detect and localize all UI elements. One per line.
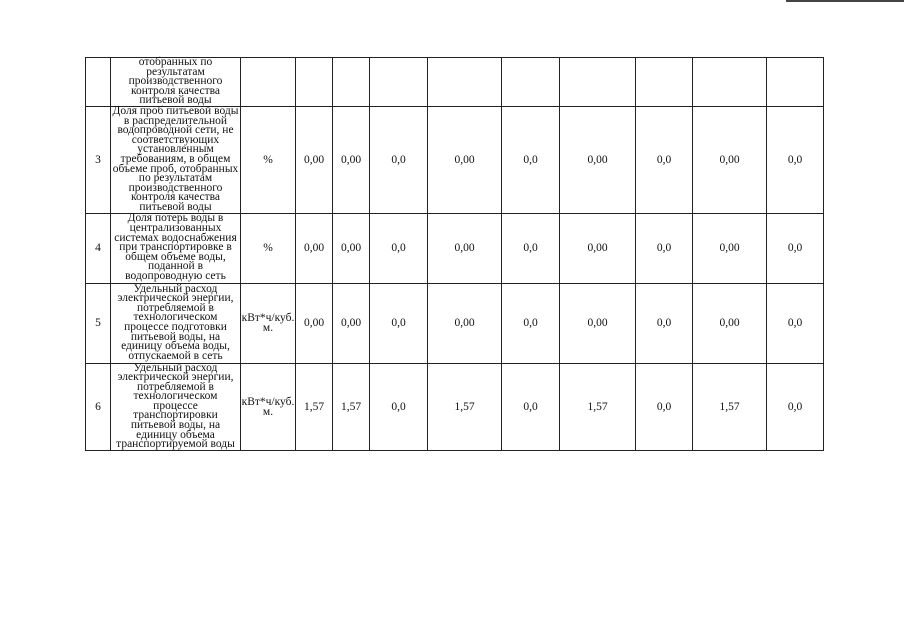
row-number: 5 (86, 283, 111, 363)
value-cell: 0,0 (636, 363, 693, 450)
table-row (86, 213, 824, 283)
table-row (86, 58, 824, 107)
value-cell: 0,00 (428, 106, 502, 213)
scan-edge-line (786, 0, 904, 2)
value-cell (502, 58, 560, 107)
table-row (86, 363, 824, 450)
value-cell: 0,0 (370, 363, 428, 450)
value-cell: 0,0 (636, 283, 693, 363)
value-cell: 0,0 (370, 283, 428, 363)
unit-cell: кВт*ч/куб. м. (241, 363, 296, 450)
value-cell: 0,00 (296, 213, 333, 283)
value-cell: 1,57 (428, 363, 502, 450)
unit-cell: кВт*ч/куб. м. (241, 283, 296, 363)
indicators-table (85, 57, 824, 451)
value-cell: 0,00 (693, 283, 767, 363)
indicator-description: Доля потерь воды в централизованных системах водоснабжения при транспортировке в общем объеме воды, поданной в водопроводную сеть (111, 213, 241, 283)
value-cell (428, 58, 502, 107)
value-cell (767, 58, 824, 107)
value-cell (636, 58, 693, 107)
indicator-description: отобранных по результатам производственного контроля качества питьевой воды (111, 58, 241, 107)
value-cell: 0,00 (693, 106, 767, 213)
value-cell: 0,0 (370, 213, 428, 283)
unit-cell: % (241, 106, 296, 213)
value-cell: 0,0 (767, 213, 824, 283)
value-cell: 0,00 (428, 213, 502, 283)
value-cell: 0,00 (296, 106, 333, 213)
value-cell: 0,00 (428, 283, 502, 363)
value-cell (560, 58, 636, 107)
value-cell: 0,0 (767, 363, 824, 450)
value-cell: 0,00 (333, 213, 370, 283)
value-cell: 0,00 (560, 106, 636, 213)
table-row (86, 283, 824, 363)
value-cell: 0,0 (636, 213, 693, 283)
table-row (86, 106, 824, 213)
value-cell: 0,00 (560, 283, 636, 363)
value-cell: 0,00 (693, 213, 767, 283)
value-cell: 0,0 (636, 106, 693, 213)
value-cell: 1,57 (296, 363, 333, 450)
value-cell: 0,00 (560, 213, 636, 283)
value-cell (296, 58, 333, 107)
row-number: 6 (86, 363, 111, 450)
value-cell: 1,57 (693, 363, 767, 450)
value-cell: 0,0 (767, 106, 824, 213)
indicator-description: Удельный расход электрической энергии, потребляемой в технологическом процессе подготовки питьевой воды, на единицу объема воды, отпускаемой в сеть (111, 283, 241, 363)
value-cell: 1,57 (333, 363, 370, 450)
value-cell: 0,00 (296, 283, 333, 363)
value-cell (333, 58, 370, 107)
row-number: 3 (86, 106, 111, 213)
row-number (86, 58, 111, 107)
indicator-description: Удельный расход электрической энергии, потребляемой в технологическом процессе транспортировки питьевой воды, на единицу объема транспортируемой воды (111, 363, 241, 450)
value-cell (693, 58, 767, 107)
unit-cell: % (241, 213, 296, 283)
value-cell (370, 58, 428, 107)
indicator-description: Доля проб питьевой воды в распределительной водопроводной сети, не соответствующих установленным требованиям, в общем объеме проб, отобранных по результатам производственного контроля качества питьевой воды (111, 106, 241, 213)
unit-cell (241, 58, 296, 107)
value-cell: 0,0 (502, 363, 560, 450)
value-cell: 0,00 (333, 106, 370, 213)
value-cell: 0,0 (502, 213, 560, 283)
value-cell: 0,0 (502, 106, 560, 213)
row-number: 4 (86, 213, 111, 283)
value-cell: 0,00 (333, 283, 370, 363)
value-cell: 0,0 (767, 283, 824, 363)
value-cell: 0,0 (370, 106, 428, 213)
value-cell: 0,0 (502, 283, 560, 363)
value-cell: 1,57 (560, 363, 636, 450)
